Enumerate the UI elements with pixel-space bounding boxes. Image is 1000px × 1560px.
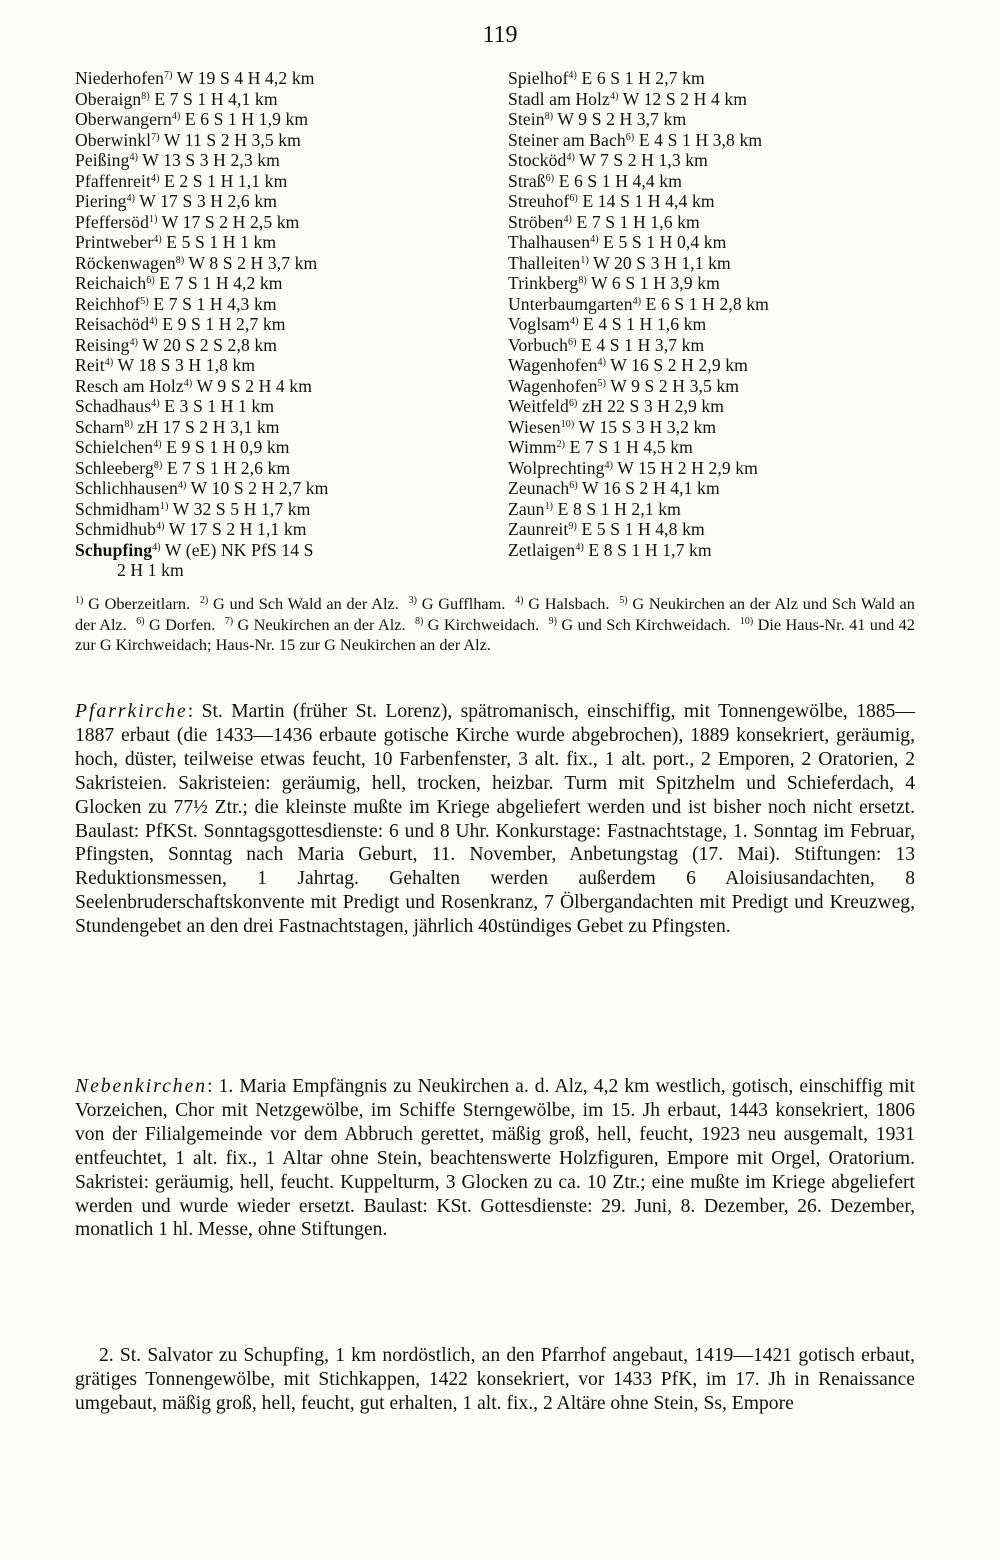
place-name: Schmidhub — [75, 519, 157, 539]
place-name: Stocköd — [508, 150, 567, 170]
place-entry — [508, 191, 928, 212]
nebenkirchen-paragraph: Nebenkirchen: 1. Maria Empfängnis zu Neukirchen a. d. Alz, 4,2 km westlich, gotisch, einschiffig mit Vorzeichen, Chor mit Netzgewölbe, im Schiffe Sterngewölbe, im 15. Jh erbaut, 1443 konsekriert, 1806 von der Filialgemeinde vor dem Abbruch gerettet, mäßig groß, hell, feucht, 1923 neu ausgemalt, 1931 entfeuchtet, 1 alt. fix., 1 Altar ohne Stein, beachtenswerte Holzfiguren, Empore mit Orgel, Oratorium. Sakristei: geräumig, hell, feucht. Kuppelturm, 3 Glocken zu ca. 10 Ztr.; eine mußte im Kriege abgeliefert werden und wurde wieder ersetzt. Baulast: KSt. Gottesdienste: 29. Juni, 8. Dezember, 26. Dezember, monatlich 1 hl. Messe, ohne Stiftungen. — [75, 1076, 915, 1241]
section-heading: Nebenkirchen — [75, 1076, 208, 1097]
place-note: 7) — [151, 131, 160, 143]
place-data: W 17 S 2 H 2,5 km — [161, 211, 300, 232]
footnote: $^{9)}$ G und Sch Kirchweidach. — [548, 614, 731, 634]
place-entry — [508, 68, 928, 89]
place-name: Reising — [75, 334, 130, 355]
place-entry — [75, 478, 500, 499]
place-note: 6) — [625, 131, 635, 143]
place-data: W 13 S 3 H 2,3 km — [142, 150, 280, 170]
place-note: 6) — [146, 275, 155, 286]
place-entry — [75, 335, 500, 356]
footnote: $^{6)}$ G Dorfen. — [136, 614, 216, 634]
place-name: Schupfing — [75, 539, 153, 560]
place-data: E 8 S 1 H 1,7 km — [588, 539, 712, 560]
place-entry — [75, 89, 500, 110]
place-data: W 9 S 2 H 3,7 km — [557, 109, 687, 129]
footnote: $^{1)}$ G Oberzeitlarn. — [75, 594, 191, 613]
place-data: W 16 S 2 H 2,9 km — [610, 355, 748, 375]
place-column-left — [75, 68, 500, 581]
place-data: W 16 S 2 H 4,1 km — [582, 478, 720, 498]
place-name: Ströben — [508, 211, 564, 232]
place-name: Schlichhausen — [75, 478, 178, 498]
place-note: 4) — [149, 316, 158, 327]
place-data: E 4 S 1 H 1,6 km — [583, 314, 707, 334]
place-name: Reisachöd — [75, 314, 150, 334]
section-heading: Pfarrkirche — [75, 701, 188, 722]
place-name: Spielhof — [508, 68, 569, 88]
place-note: 4) — [129, 152, 139, 163]
place-name: Zeunach — [508, 478, 570, 498]
place-name: Pfeffersöd — [75, 211, 149, 232]
place-name: Steiner am Bach — [508, 129, 626, 150]
place-note: 6) — [568, 398, 578, 409]
place-name: Peißing — [75, 150, 130, 170]
place-note: 1) — [148, 213, 158, 225]
footnote: $^{5)}$ G Neukirchen an der Alz und Sch Wald an der Alz. — [75, 594, 915, 634]
place-data: W 9 S 2 H 4 km — [196, 375, 312, 396]
place-note: 6) — [569, 193, 578, 204]
footnote: $^{2)}$ G und Sch Wald an der Alz. — [199, 594, 399, 613]
place-entry — [508, 294, 928, 315]
place-data: E 7 S 1 H 1,6 km — [576, 211, 700, 232]
place-entry — [508, 89, 928, 110]
place-data: W 12 S 2 H 4 km — [622, 88, 748, 109]
place-data: W 7 S 2 H 1,3 km — [579, 150, 708, 170]
place-note: 4) — [632, 295, 642, 307]
place-entry — [75, 499, 500, 520]
place-entry — [75, 273, 500, 294]
place-data: E 5 S 1 H 1 km — [166, 232, 277, 252]
place-note: 8) — [153, 459, 163, 471]
place-note: 4) — [575, 541, 584, 553]
place-note: 4) — [152, 541, 161, 553]
section-text: St. Martin (früher St. Lorenz), spätromanisch, einschiffig, mit Tonnengewölbe, 1885—1887 erbaut (die 1433—1436 erbaute gotische Kirche wurde abgebrochen), 1889 konsekriert, geräumig, hoch, düster, teilweise etwas feucht, 10 Farbenfenster, 3 alt. fix., 1 alt. port., 2 Emporen, 2 Oratorien, 2 Sakristeien. Sakristeien: geräumig, hell, trocken, heizbar. Turm mit Spitzhelm und Schieferdach, 4 Glocken zu 77½ Ztr.; die kleinste mußte im Kriege abgeliefert werden und ist bisher noch nicht ersetzt. Baulast: PfKSt. Sonntagsgottesdienste: 6 und 8 Uhr. Konkurstage: Fastnachtstage, 1. Sonntag im Februar, Pfingsten, Sonntag nach Maria Geburt, 11. November, Anbetungstag (17. Mai). Stiftungen: 13 Reduktionsmessen, 1 Jahrtag. Gehalten werden außerdem 6 Aloisiusandachten, 8 Seelenbruderschaftskonvente mit Predigt und Rosenkranz, 7 Ölbergandachten mit Predigt und Kreuzweg, Stundengebet an den drei Fastnachtstagen, jährlich 40stündiges Gebet zu Pfingsten. — [75, 701, 916, 938]
place-name: Printweber — [75, 232, 154, 252]
place-note: 4) — [156, 521, 165, 532]
footnote: $^{10)}$ Die Haus-Nr. 41 und 42 zur G Kirchweidach; Haus-Nr. 15 zur G Neukirchen an der Alz. — [75, 614, 915, 655]
footnotes — [75, 594, 915, 656]
place-note: 1) — [580, 254, 589, 266]
place-name: Zaun — [508, 498, 545, 519]
place-entry — [508, 171, 928, 192]
place-note: 4) — [129, 336, 139, 348]
place-name: Röckenwagen — [75, 252, 176, 273]
place-note: 4) — [177, 480, 187, 491]
place-name: Weitfeld — [508, 396, 569, 416]
place-entry — [75, 376, 500, 397]
place-note: 9) — [568, 521, 577, 532]
place-entry — [75, 458, 500, 479]
place-entry — [508, 232, 928, 253]
place-data: E 6 S 1 H 2,7 km — [581, 68, 705, 88]
place-data: E 7 S 1 H 4,2 km — [159, 273, 283, 293]
place-data-continued: 2 H 1 km — [117, 560, 184, 580]
place-name: Oberaign — [75, 88, 142, 109]
place-note: 4) — [151, 172, 160, 184]
place-name: Unterbaumgarten — [508, 293, 633, 314]
place-data: W 8 S 2 H 3,7 km — [188, 252, 318, 273]
place-entry — [75, 68, 500, 89]
place-note: 4) — [126, 193, 136, 204]
section-text: 1. Maria Empfängnis zu Neukirchen a. d. Alz, 4,2 km westlich, gotisch, einschiffig mit Vorzeichen, Chor mit Netzgewölbe, im Schiffe Sterngewölbe, im 15. Jh erbaut, 1443 konsekriert, 1806 von der Filialgemeinde vor dem Abbruch gerettet, mäßig groß, hell, feucht, 1923 neu ausgemalt, 1931 entfeuchtet, 1 alt. fix., 1 Altar ohne Stein, beachtenswerte Holzfiguren, Empore mit Orgel, Oratorium. Sakristei: geräumig, hell, feucht. Kuppelturm, 3 Glocken zu ca. 10 Ztr.; eine mußte im Kriege abgeliefert werden und wurde wieder ersetzt. Baulast: KSt. Gottesdienste: 29. Juni, 8. Dezember, 26. Dezember, monatlich 1 hl. Messe, ohne Stiftungen. — [75, 1076, 915, 1241]
place-data: W (eE) NK PfS 14 S — [164, 539, 314, 560]
place-data: W 18 S 3 H 1,8 km — [117, 355, 256, 375]
place-entry — [75, 191, 500, 212]
place-entry — [508, 212, 928, 233]
place-note: 1) — [544, 500, 554, 512]
place-data: E 9 S 1 H 0,9 km — [166, 437, 290, 457]
place-note: 4) — [590, 234, 599, 245]
place-name: Oberwinkl — [75, 129, 152, 150]
place-data: W 19 S 4 H 4,2 km — [176, 68, 315, 88]
place-note: 7) — [164, 70, 173, 81]
place-name: Thalhausen — [508, 232, 591, 252]
place-entry — [508, 314, 928, 335]
place-data: E 9 S 1 H 2,7 km — [162, 314, 286, 334]
place-entry — [508, 109, 928, 130]
place-entry — [508, 540, 928, 561]
place-data: E 5 S 1 H 0,4 km — [603, 232, 727, 252]
place-entry — [75, 519, 500, 540]
place-name: Niederhofen — [75, 68, 165, 88]
place-data: W 20 S 2 S 2,8 km — [142, 334, 278, 355]
place-entry — [508, 437, 928, 458]
place-note: 1) — [159, 500, 169, 512]
place-note: 6) — [568, 336, 577, 348]
place-name: Straß — [508, 170, 546, 191]
place-entry — [75, 130, 500, 151]
page-number: 119 — [482, 22, 518, 48]
place-note: 5) — [597, 377, 607, 389]
place-name: Piering — [75, 191, 127, 211]
footnote: $^{3)}$ G Gufflham. — [408, 594, 506, 613]
place-note: 4) — [153, 439, 162, 450]
place-entry — [75, 232, 500, 253]
place-name: Zetlaigen — [508, 539, 576, 560]
place-note: 6) — [545, 172, 555, 184]
place-name: Schmidham — [75, 498, 160, 519]
place-data: E 3 S 1 H 1 km — [164, 396, 275, 416]
place-name: Reichaich — [75, 273, 147, 293]
place-name: Voglsam — [508, 314, 570, 334]
place-note: 8) — [544, 111, 554, 122]
place-entry — [75, 171, 500, 192]
place-data: E 7 S 1 H 2,6 km — [166, 457, 291, 478]
place-note: 8) — [175, 254, 185, 266]
place-note: 5) — [140, 295, 149, 307]
place-entry — [508, 273, 928, 294]
place-entry — [508, 376, 928, 397]
place-name: Wagenhofen — [508, 355, 598, 375]
place-name: Zaunreit — [508, 519, 569, 539]
place-entry-schupfing — [75, 540, 500, 581]
place-data: E 7 S 1 H 4,1 km — [154, 88, 278, 109]
place-note: 8) — [141, 90, 150, 102]
place-name: Oberwangern — [75, 109, 172, 129]
place-entry — [75, 396, 500, 417]
place-name: Schadhaus — [75, 396, 152, 416]
place-entry — [508, 355, 928, 376]
place-entry — [75, 212, 500, 233]
footnote: $^{4)}$ G Halsbach. — [515, 594, 610, 613]
place-data: W 20 S 3 H 1,1 km — [593, 252, 731, 273]
place-entry — [508, 396, 928, 417]
place-name: Pfaffenreit — [75, 170, 152, 191]
place-data: E 5 S 1 H 4,8 km — [581, 519, 705, 539]
place-list — [75, 68, 920, 588]
place-name: Schleeberg — [75, 457, 154, 478]
place-entry — [508, 417, 928, 438]
place-data: E 8 S 1 H 2,1 km — [557, 498, 681, 519]
place-note: 4) — [566, 152, 575, 163]
place-note: 4) — [569, 316, 579, 327]
place-name: Schielchen — [75, 437, 154, 457]
place-name: Vorbuch — [508, 334, 568, 355]
place-note: 4) — [609, 90, 619, 102]
place-note: 4) — [153, 234, 162, 245]
pfarrkirche-paragraph: Pfarrkirche: St. Martin (früher St. Lorenz), spätromanisch, einschiffig, mit Tonnengewölbe, 1885—1887 erbaut (die 1433—1436 erbaute gotische Kirche wurde abgebrochen), 1889 konsekriert, geräumig, hoch, düster, teilweise etwas feucht, 10 Farbenfenster, 3 alt. fix., 1 alt. port., 2 Emporen, 2 Oratorien, 2 Sakristeien. Sakristeien: geräumig, hell, trocken, heizbar. Turm mit Spitzhelm und Schieferdach, 4 Glocken zu 77½ Ztr.; die kleinste mußte im Kriege abgeliefert werden und ist bisher noch nicht ersetzt. Baulast: PfKSt. Sonntagsgottesdienste: 6 und 8 Uhr. Konkurstage: Fastnachtstage, 1. Sonntag im Februar, Pfingsten, Sonntag nach Maria Geburt, 11. November, Anbetungstag (17. Mai). Stiftungen: 13 Reduktionsmessen, 1 Jahrtag. Gehalten werden außerdem 6 Aloisiusandachten, 8 Seelenbruderschaftskonvente mit Predigt und Rosenkranz, 7 Ölbergandachten mit Predigt und Kreuzweg, Stundengebet an den drei Fastnachtstagen, jährlich 40stündiges Gebet zu Pfingsten. — [75, 701, 916, 938]
place-note: 4) — [597, 357, 607, 368]
place-entry — [75, 109, 500, 130]
place-data: E 6 S 1 H 1,9 km — [184, 109, 309, 129]
place-data: W 10 S 2 H 2,7 km — [190, 478, 329, 498]
footnote: $^{7)}$ G Neukirchen an der Alz. — [224, 614, 406, 634]
place-note: 8) — [578, 275, 587, 286]
place-name: Reichhof — [75, 293, 141, 314]
place-name: Trinkberg — [508, 273, 579, 293]
place-note: 4) — [568, 70, 577, 81]
place-name: Reit — [75, 355, 105, 375]
place-entry — [75, 253, 500, 274]
place-data: E 14 S 1 H 4,4 km — [582, 191, 715, 211]
place-data: zH 17 S 2 H 3,1 km — [137, 416, 280, 437]
place-note: 4) — [563, 213, 572, 225]
place-note: 10) — [560, 418, 575, 430]
place-note: 4) — [104, 357, 114, 368]
place-entry — [508, 499, 928, 520]
place-data: W 15 S 3 H 3,2 km — [578, 416, 717, 437]
place-data: W 17 S 2 H 1,1 km — [168, 519, 307, 539]
place-name: Wiesen — [508, 416, 561, 437]
place-name: Wolprechting — [508, 457, 605, 478]
place-entry — [508, 335, 928, 356]
place-entry — [508, 519, 928, 540]
place-note: 2) — [556, 439, 566, 450]
place-name: Streuhof — [508, 191, 570, 211]
place-column-right — [508, 68, 928, 560]
place-entry — [75, 150, 500, 171]
place-note: 4) — [183, 377, 193, 389]
place-entry — [508, 130, 928, 151]
place-name: Stein — [508, 109, 545, 129]
footnote: $^{8)}$ G Kirchweidach. — [414, 614, 540, 634]
place-name: Wimm — [508, 437, 557, 457]
place-entry — [75, 314, 500, 335]
place-name: Stadl am Holz — [508, 88, 610, 109]
place-note: 4) — [151, 398, 160, 409]
nebenkirchen-item-2: 2. St. Salvator zu Schupfing, 1 km nordöstlich, an den Pfarrhof angebaut, 1419—1421 gotisch erbaut, grätiges Tonnengewölbe, mit Stichkappen, 1422 konsekriert, vor 1433 PfK, im 17. Jh in Renaissance umgebaut, mäßig groß, hell, feucht, gut erhalten, 1 alt. fix., 2 Altäre ohne Stein, Ss, Empore — [75, 1345, 915, 1414]
place-note: 6) — [569, 480, 578, 491]
place-data: W 11 S 2 H 3,5 km — [163, 129, 301, 150]
place-name: Thalleiten — [508, 252, 581, 273]
place-data: W 17 S 3 H 2,6 km — [139, 191, 277, 211]
place-data: W 15 H 2 H 2,9 km — [617, 457, 758, 478]
place-data: E 6 S 1 H 4,4 km — [558, 170, 682, 191]
place-name: Wagenhofen — [508, 375, 598, 396]
place-entry — [75, 294, 500, 315]
place-data: E 7 S 1 H 4,3 km — [153, 293, 277, 314]
place-entry — [508, 478, 928, 499]
place-note: 8) — [124, 418, 134, 430]
place-data: zH 22 S 3 H 2,9 km — [581, 396, 725, 416]
place-entry — [75, 417, 500, 438]
place-entry — [75, 437, 500, 458]
place-name: Resch am Holz — [75, 375, 184, 396]
place-data: E 4 S 1 H 3,7 km — [581, 334, 705, 355]
place-entry — [75, 355, 500, 376]
place-name: Scharn — [75, 416, 125, 437]
place-data: E 2 S 1 H 1,1 km — [164, 170, 288, 191]
place-data: W 6 S 1 H 3,9 km — [591, 273, 720, 293]
place-data: W 32 S 5 H 1,7 km — [172, 498, 311, 519]
place-note: 4) — [604, 459, 614, 471]
place-data: E 6 S 1 H 2,8 km — [645, 293, 769, 314]
place-entry — [508, 458, 928, 479]
place-data: W 9 S 2 H 3,5 km — [610, 375, 740, 396]
place-entry — [508, 253, 928, 274]
place-note: 4) — [171, 111, 181, 122]
place-data: E 7 S 1 H 4,5 km — [569, 437, 693, 457]
place-data: E 4 S 1 H 3,8 km — [638, 129, 763, 150]
place-entry — [508, 150, 928, 171]
